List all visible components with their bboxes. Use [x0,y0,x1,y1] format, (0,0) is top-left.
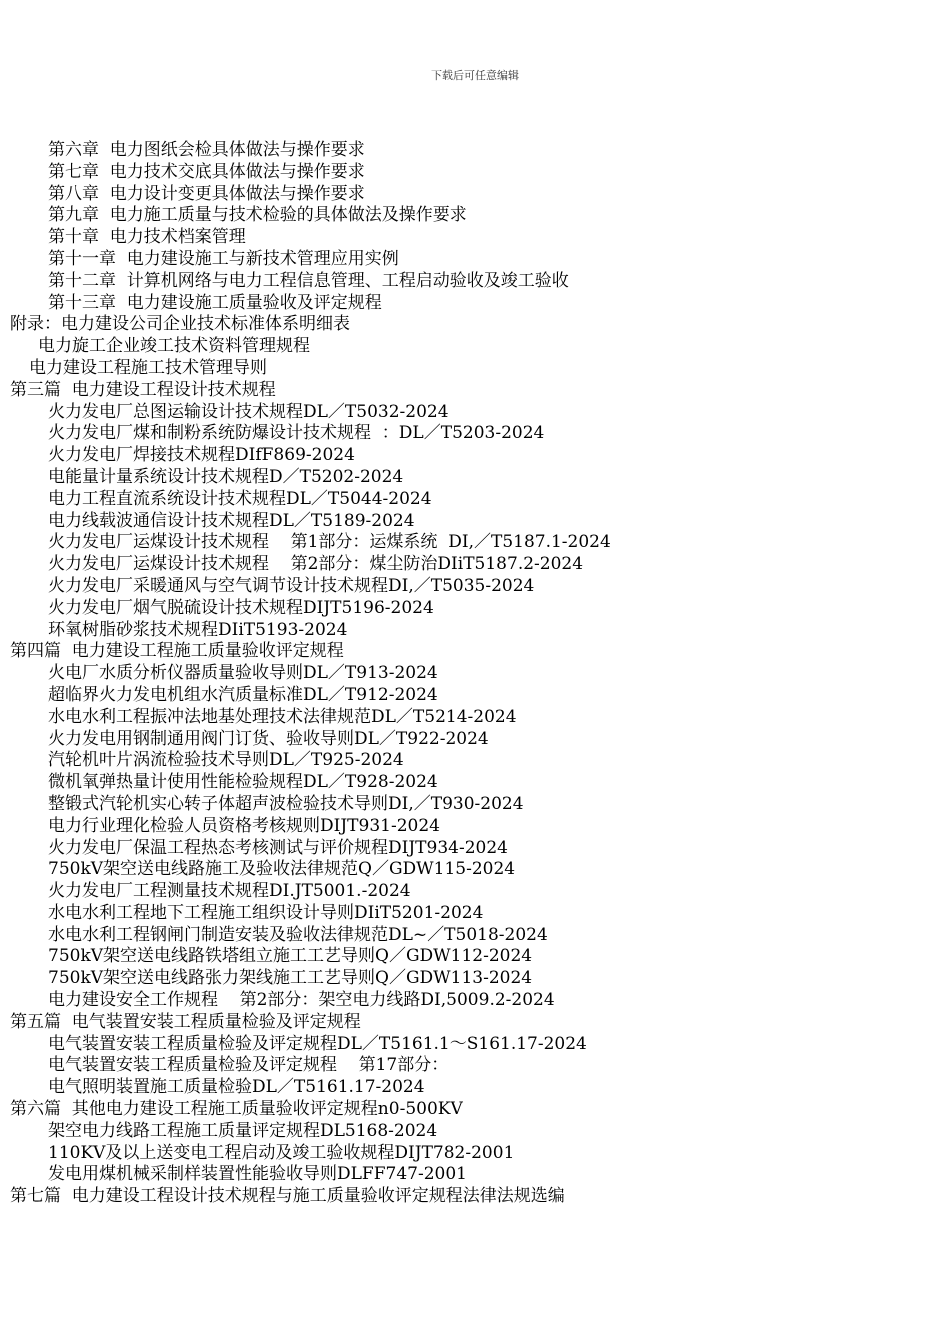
toc-line: 水电水利工程地下工程施工组织设计导则DIiT5201-2024 [48,902,484,923]
toc-line: 第十二章 计算机网络与电力工程信息管理、工程启动验收及竣工验收 [48,270,569,291]
toc-line: 电力建设工程施工技术管理导则 [29,357,267,378]
toc-line: 750kV架空送电线路铁塔组立施工工艺导则Q／GDW112-2024 [48,946,533,967]
toc-line: 第八章 电力设计变更具体做法与操作要求 [48,183,365,204]
toc-line: 火力发电厂焊接技术规程DIfF869-2024 [48,445,355,466]
section-heading: 第四篇 电力建设工程施工质量验收评定规程 [10,641,344,662]
toc-line: 火力发电厂采暖通风与空气调节设计技术规程DI,／T5035-2024 [48,575,535,596]
toc-line: 电气装置安装工程质量检验及评定规程 第17部分： [48,1055,449,1076]
toc-line: 第十三章 电力建设施工质量验收及评定规程 [48,292,382,313]
toc-line: 火力发电厂运煤设计技术规程 第1部分：运煤系统 DI,／T5187.1-2024 [48,532,611,553]
toc-line: 750kV架空送电线路施工及验收法律规范Q／GDW115-2024 [48,859,516,880]
toc-line: 电力建设安全工作规程 第2部分：架空电力线路DI,5009.2-2024 [48,990,555,1011]
toc-line: 110KV及以上送变电工程启动及竣工验收规程DIJT782-2001 [48,1142,515,1163]
section-heading: 第六篇 其他电力建设工程施工质量验收评定规程n0-500KV [10,1099,463,1120]
toc-line: 电能量计量系统设计技术规程D／T5202-2024 [48,466,404,487]
toc-line: 火力发电厂运煤设计技术规程 第2部分：煤尘防治DIiT5187.2-2024 [48,554,584,575]
section-heading: 第五篇 电气装置安装工程质量检验及评定规程 [10,1011,361,1032]
toc-line: 电力行业理化检验人员资格考核规则DIJT931-2024 [48,815,440,836]
toc-line: 火力发电厂保温工程热态考核测试与评价规程DIJT934-2024 [48,837,508,858]
section-heading: 附录：电力建设公司企业技术标准体系明细表 [10,314,350,335]
page-header-note: 下载后可任意编辑 [431,69,519,82]
toc-line: 火电厂水质分析仪器质量验收导则DL／T913-2024 [48,663,438,684]
toc-line: 火力发电厂烟气脱硫设计技术规程DIJT5196-2024 [48,597,434,618]
toc-line: 750kV架空送电线路张力架线施工工艺导则Q／GDW113-2024 [48,968,533,989]
toc-line: 环氧树脂砂浆技术规程DIiT5193-2024 [48,619,348,640]
toc-line: 发电用煤机械采制样装置性能验收导则DLFF747-2001 [48,1164,467,1185]
toc-line: 电力工程直流系统设计技术规程DL／T5044-2024 [48,488,432,509]
toc-line: 第十章 电力技术档案管理 [48,227,246,248]
toc-line: 汽轮机叶片涡流检验技术导则DL／T925-2024 [48,750,404,771]
toc-line: 水电水利工程钢闸门制造安装及验收法律规范DL~／T5018-2024 [48,924,548,945]
toc-line: 超临界火力发电机组水汽质量标准DL／T912-2024 [48,684,438,705]
toc-line: 整锻式汽轮机实心转子体超声波检验技术导则DI,／T930-2024 [48,793,524,814]
section-heading: 第七篇 电力建设工程设计技术规程与施工质量验收评定规程法律法规选编 [10,1186,565,1207]
toc-line: 第九章 电力施工质量与技术检验的具体做法及操作要求 [48,205,467,226]
toc-line: 电气装置安装工程质量检验及评定规程DL／T5161.1～S161.17-2024 [48,1033,587,1054]
toc-line: 微机氧弹热量计使用性能检验规程DL／T928-2024 [48,772,438,793]
toc-line: 电气照明装置施工质量检验DL／T5161.17-2024 [48,1077,425,1098]
toc-line: 第十一章 电力建设施工与新技术管理应用实例 [48,248,399,269]
toc-line: 火力发电厂总图运输设计技术规程DL／T5032-2024 [48,401,449,422]
toc-line: 第七章 电力技术交底具体做法与操作要求 [48,161,365,182]
toc-line: 火力发电厂煤和制粉系统防爆设计技术规程 ：DL／T5203-2024 [48,423,545,444]
toc-line: 水电水利工程振冲法地基处理技术法律规范DL／T5214-2024 [48,706,517,727]
toc-line: 第六章 电力图纸会检具体做法与操作要求 [48,140,365,160]
toc-line: 架空电力线路工程施工质量评定规程DL5168-2024 [48,1120,438,1141]
toc-line: 火力发电厂工程测量技术规程DI.JT5001.-2024 [48,881,411,902]
document-body [10,140,940,1208]
toc-line: 电力旋工企业竣工技术资料管理规程 [38,336,310,357]
toc-line: 火力发电用钢制通用阀门订货、验收导则DL／T922-2024 [48,728,489,749]
toc-line: 电力线载波通信设计技术规程DL／T5189-2024 [48,510,415,531]
section-heading: 第三篇 电力建设工程设计技术规程 [10,379,276,400]
